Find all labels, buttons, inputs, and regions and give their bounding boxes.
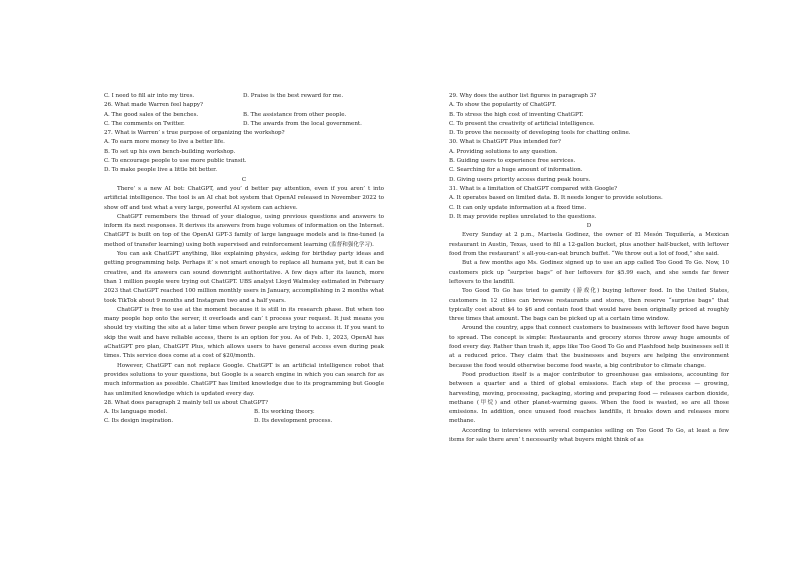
passage-d-paragraph: Every Sunday at 2 p.m., Marisela Godinez, the owner of El Mesón Tequilería, a Mexican restaurant in Austin, Texas, used to fill a 12-gallon bucket, plus another half-bucket, with leftover food from the restaurant’ s all-you-can-eat brunch buffet. “We throw out a lot of food,” she said. [449, 232, 729, 258]
option-c: C. The comments on Twitter. [104, 120, 185, 127]
option-c: C. Searching for a huge amount of information. [449, 167, 583, 174]
passage-d-paragraph: According to interviews with several companies selling on Too Good To Go, at least a few items for sale there aren’ t necessarily what buyers might think of as [449, 427, 729, 443]
option-c: C. I need to fill air into my tires. [104, 93, 195, 99]
option-a: A. Its language model. [104, 409, 168, 416]
question-27: 27. What is Warren’ s true purpose of organizing the workshop? [104, 130, 285, 137]
q26-options-ab [104, 111, 384, 120]
passage-c-paragraph: ChatGPT is free to use at the moment because it is still in its research phase. But when too many people hop onto the server, it overloads and can’ t process your request. It just means you should try visiting the site at a later time when fewer people are trying to access it. If you want to skip the wait and have reliable access, there is an option for you. As of Feb. 1, 2023, OpenAI has aChatGPT pro plan, ChatGPT Plus, which allows users to have general access even during peak times. This service does come at a cost of $20/month. [104, 306, 384, 360]
question-30: 30. What is ChatGPT Plus intended for? [449, 139, 561, 146]
option-d: D. To prove the necessity of developing tools for chatting online. [449, 130, 631, 137]
option-b: B. Guiding users to experience free services. [449, 158, 576, 165]
option-b: B. The assistance from other people. [243, 111, 347, 118]
passage-c-paragraph: However, ChatGPT can not replace Google. ChatGPT is an artificial intelligence robot that provides solutions to your questions, but Google is a search engine in which you can search for as much information as possible. ChatGPT has limited knowledge due to its programming but Google has unlimited knowledge which is updated every day. [104, 362, 384, 397]
passage-c-paragraph: There’ s a new AI bot: ChatGPT, and you’ d better pay attention, even if you aren’ t into artificial intelligence. The tool is an AI chat bot system that OpenAI released in November 2022 to show off and test what a very large, powerful AI system can achieve. [104, 185, 384, 211]
option-a: A. The good sales of the benches. [104, 111, 199, 118]
option-b: B. To stress the high cost of inventing ChatGPT. [449, 111, 584, 118]
option-d: D. Giving users priority access during peak hours. [449, 176, 591, 183]
q28-options-cd [104, 417, 384, 426]
left-column [104, 92, 384, 427]
q28-options-ab [104, 408, 384, 417]
question-28: 28. What does paragraph 2 mainly tell us about ChatGPT? [104, 399, 268, 406]
q25-options-cd [104, 92, 384, 101]
option-d: D. To make people live a little bit better. [104, 167, 217, 174]
option-b: B. Its working theory. [254, 409, 315, 416]
option-b: B. To set up his own bench-building workshop. [104, 148, 236, 155]
right-column [449, 92, 729, 445]
question-29: 29. Why does the author list figures in paragraph 3? [449, 93, 597, 99]
option-c: C. To present the creativity of artificial intelligence. [449, 120, 595, 127]
option-d: D. The awards from the local government. [243, 120, 362, 127]
section-d-label: D [586, 223, 592, 230]
section-c-label: C [241, 176, 247, 183]
option-a: A. To earn more money to live a better life. [104, 139, 225, 146]
question-26: 26. What made Warren feel happy? [104, 102, 204, 109]
passage-c-paragraph: ChatGPT remembers the thread of your dialogue, using previous questions and answers to inform its next responses. It derives its answers from huge volumes of information on the Internet. ChatGPT is built on top of the OpenAI GPT-3 family of large language models and is fine-tuned (a method of transfer learning) using both supervised and reinforcement learning (监督和强化学习). [104, 213, 384, 248]
option-c: C. It can only update information at a fixed time. [449, 204, 587, 211]
option-d: D. Praise is the best reward for me. [243, 93, 344, 99]
option-a: A. Providing solutions to any question. [449, 148, 558, 155]
passage-d-paragraph: But a few months ago Ms. Godinez signed up to use an app called Too Good To Go. Now, 10 customers pick up “surprise bags” of her leftovers for $5.99 each, and she sends far fewer leftovers to the landfill. [449, 260, 729, 285]
option-c: C. Its design inspiration. [104, 418, 174, 425]
passage-d-paragraph: Food production itself is a major contributor to greenhouse gas emissions, accounting for between a quarter and a third of global emissions. Each step of the process — growing, harvesting, moving, processing, packaging, storing and preparing food — releases carbon dioxide, methane (甲烷) and other planet-warming gases. When the food is wasted, so are all those emissions. In addition, once unused food reaches landfills, it breaks down and releases more methane. [449, 371, 729, 425]
option-c: C. To encourage people to use more public transit. [104, 158, 247, 165]
question-31: 31. What is a limitation of ChatGPT compared with Google? [449, 185, 618, 192]
option-d: D. Its development process. [254, 418, 333, 425]
option-d: D. It may provide replies unrelated to the questions. [449, 213, 597, 220]
passage-d-paragraph: Around the country, apps that connect customers to businesses with leftover food have begun to spread. The concept is simple: Restaurants and grocery stores throw away huge amounts of food every day. Rather than trash it, apps like Too Good To Go and Flashfood help businesses sell it at a reduced price. They claim that the businesses and buyers are helping the environment because the food would otherwise become food waste, a big contributor to climate change. [449, 325, 729, 369]
passage-c-paragraph: You can ask ChatGPT anything, like explaining physics, asking for birthday party ideas and getting programming help. Perhaps it’ s not smart enough to replace all humans yet, but it can be creative, and its answers can sound downright authoritative. A few days after its launch, more than 1 million people were trying out ChatGPT. UBS analyst Lloyd Walmsley estimated in February 2023 that ChatGPT reached 100 million monthly users in January, accomplishing in 2 months what took TikTok about 9 months and Instagram two and a half years. [104, 251, 384, 304]
q31-options-ab: A. It operates based on limited data. B. It needs longer to provide solutions. [449, 195, 663, 202]
q26-options-cd [104, 120, 384, 129]
passage-d-paragraph: Too Good To Go has tried to gamify (游戏化) buying leftover food. In the United States, customers in 12 cities can browse restaurants and stores, then reserve “surprise bags” that typically cost about $4 to $6 and contain food that would have been originally priced at roughly three times that amount. The bags can be picked up at a certain time window. [449, 288, 729, 323]
option-a: A. To show the popularity of ChatGPT. [449, 102, 556, 109]
